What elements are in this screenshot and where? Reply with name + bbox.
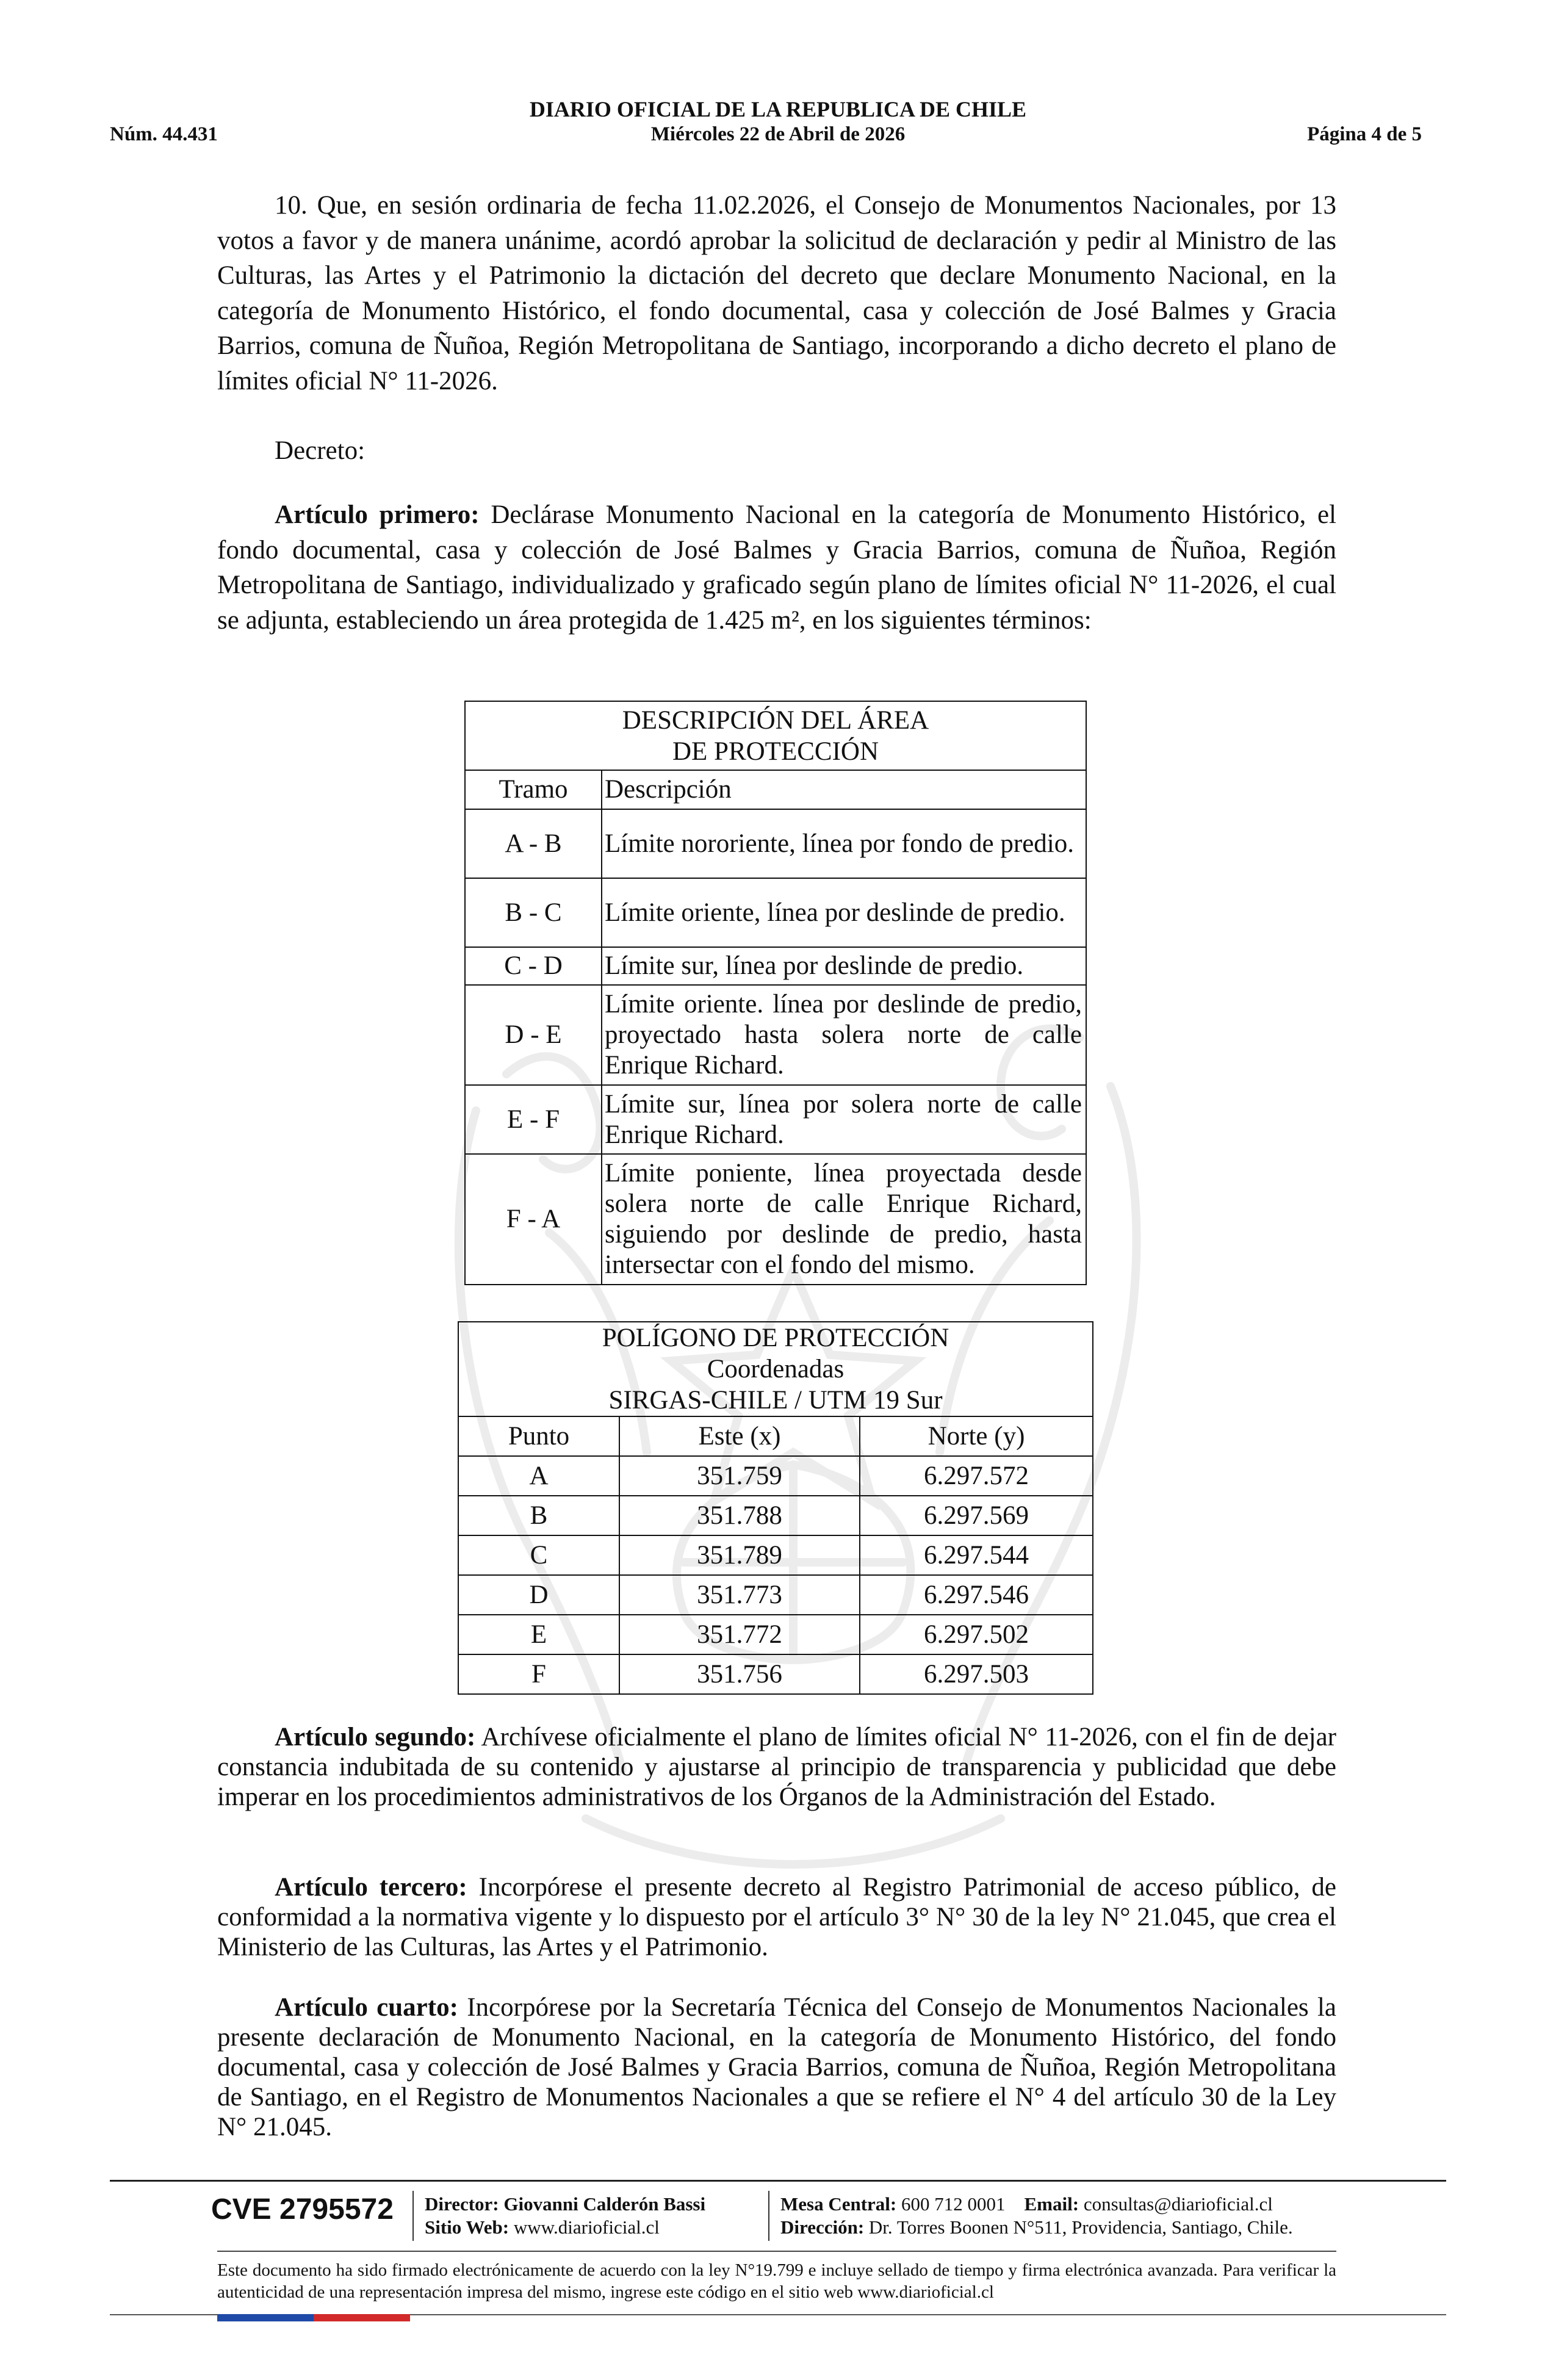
footer-director-block [425, 2193, 705, 2239]
polygon-table-title [458, 1322, 1093, 1416]
decreto-heading [217, 433, 1336, 469]
norte-cell: 6.297.503 [860, 1654, 1093, 1694]
article-first [217, 497, 1336, 638]
director-label: Director: [425, 2193, 499, 2215]
description-cell: Límite sur, línea por deslinde de predio. [602, 947, 1086, 985]
tramo-cell: C - D [465, 947, 602, 985]
column-header-descripcion: Descripción [602, 770, 1086, 809]
area-description-table [464, 701, 1087, 1285]
table-row [465, 947, 1086, 985]
article-third-label: Artículo tercero: [275, 1873, 467, 1902]
article-second-text: Archívese oficialmente el plano de límites oficial N° 11-2026, con el fin de dejar constancia indubitada de su contenido y ajustarse al principio de transparencia y publicidad que debe imperar en los procedimientos administrativos de los Órganos de la Administración del Estado. [217, 1723, 1337, 1811]
polygon-table-title-line1: POLÍGONO DE PROTECCIÓN [602, 1324, 949, 1352]
article-fourth-text: Incorpórese por la Secretaría Técnica del Consejo de Monumentos Nacionales la presente declaración de Monumento Nacional, en la categoría de Monumento Histórico, del fondo documental, casa y colección de José Balmes y Gracia Barrios, comuna de Ñuñoa, Región Metropolitana de Santiago, en el Registro de Monumentos Nacionales a que se refiere el N° 4 del artículo 30 de la Ley N° 21.045. [217, 1993, 1336, 2141]
norte-cell: 6.297.572 [860, 1456, 1093, 1496]
footer-divider-thin [217, 2251, 1336, 2252]
footer-separator [768, 2191, 769, 2241]
article-first-label: Artículo primero: [275, 500, 480, 529]
email-label: Email: [1024, 2193, 1079, 2215]
tramo-cell: F - A [465, 1154, 602, 1285]
este-cell: 351.759 [619, 1456, 860, 1496]
page-number: Página 4 de 5 [1307, 123, 1422, 145]
table-row [465, 985, 1086, 1085]
polygon-table-title-line2: Coordenadas [707, 1355, 845, 1383]
norte-cell: 6.297.502 [860, 1615, 1093, 1654]
newspaper-title: DIARIO OFICIAL DE LA REPUBLICA DE CHILE [529, 97, 1027, 121]
tramo-cell: E - F [465, 1085, 602, 1154]
mesa-phone: 600 712 0001 [896, 2193, 1006, 2215]
este-cell: 351.789 [619, 1535, 860, 1575]
table-row [458, 1575, 1093, 1615]
punto-cell: C [458, 1535, 619, 1575]
table-row [458, 1615, 1093, 1654]
flag-stripe-red [314, 2314, 410, 2321]
tramo-cell: B - C [465, 878, 602, 947]
table-row [458, 1496, 1093, 1535]
norte-cell: 6.297.546 [860, 1575, 1093, 1615]
email-link[interactable]: consultas@diarioficial.cl [1079, 2193, 1273, 2215]
paragraph-10 [217, 188, 1336, 398]
norte-cell: 6.297.544 [860, 1535, 1093, 1575]
tramo-cell: A - B [465, 809, 602, 878]
polygon-coordinates-table [458, 1321, 1093, 1695]
address-label: Dirección: [780, 2216, 865, 2238]
este-cell: 351.788 [619, 1496, 860, 1535]
cve-code: CVE 2795572 [211, 2193, 394, 2226]
decreto-label: Decreto: [275, 436, 366, 465]
area-table-title [465, 701, 1086, 770]
site-link[interactable]: www.diarioficial.cl [509, 2216, 660, 2238]
table-row [458, 1535, 1093, 1575]
column-header-punto: Punto [458, 1416, 619, 1456]
table-row [458, 1654, 1093, 1694]
mesa-label: Mesa Central: [780, 2193, 897, 2215]
table-row [458, 1456, 1093, 1496]
footer-divider [110, 2180, 1446, 2182]
punto-cell: D [458, 1575, 619, 1615]
legal-notice: Este documento ha sido firmado electrónicamente de acuerdo con la ley N°19.799 e incluye sellado de tiempo y firma electrónica avanzada. Para verificar la autenticidad de una representación impresa del mismo, ingrese este código en el sitio web www.diarioficial.cl [217, 2260, 1336, 2302]
description-cell: Límite oriente, línea por deslinde de predio. [602, 878, 1086, 947]
table-row [465, 809, 1086, 878]
footer-contact-block [780, 2193, 1293, 2239]
article-third-text: Incorpórese el presente decreto al Registro Patrimonial de acceso público, de conformidad a la normativa vigente y lo dispuesto por el artículo 3° N° 30 de la ley N° 21.045, que crea el Ministerio de las Culturas, las Artes y el Patrimonio. [217, 1873, 1336, 1961]
tramo-cell: D - E [465, 985, 602, 1085]
table-row [465, 1085, 1086, 1154]
punto-cell: B [458, 1496, 619, 1535]
area-table-title-line2: DE PROTECCIÓN [672, 737, 879, 766]
address-value: Dr. Torres Boonen N°511, Providencia, Santiago, Chile. [864, 2216, 1293, 2238]
issue-date: Miércoles 22 de Abril de 2026 [650, 123, 906, 145]
article-second-label: Artículo segundo: [275, 1723, 476, 1751]
este-cell: 351.773 [619, 1575, 860, 1615]
director-name: Giovanni Calderón Bassi [499, 2193, 706, 2215]
issue-number: Núm. 44.431 [110, 123, 218, 145]
footer-separator [412, 2191, 414, 2241]
description-cell: Límite sur, línea por solera norte de calle Enrique Richard. [602, 1085, 1086, 1154]
article-first-text: Declárase Monumento Nacional en la categoría de Monumento Histórico, el fondo documental, casa y colección de José Balmes y Gracia Barrios, comuna de Ñuñoa, Región Metropolitana de Santiago, individualizado y graficado según plano de límites oficial N° 11-2026, el cual se adjunta, estableciendo un área protegida de 1.425 m², en los siguientes términos: [217, 500, 1336, 635]
norte-cell: 6.297.569 [860, 1496, 1093, 1535]
table-row [465, 878, 1086, 947]
area-table-title-line1: DESCRIPCIÓN DEL ÁREA [622, 705, 929, 735]
punto-cell: E [458, 1615, 619, 1654]
site-label: Sitio Web: [425, 2216, 510, 2238]
este-cell: 351.772 [619, 1615, 860, 1654]
flag-stripe-blue [217, 2314, 314, 2321]
column-header-tramo: Tramo [465, 770, 602, 809]
column-header-este: Este (x) [619, 1416, 860, 1456]
table-row [465, 1154, 1086, 1285]
punto-cell: A [458, 1456, 619, 1496]
polygon-table-title-line3: SIRGAS-CHILE / UTM 19 Sur [608, 1386, 943, 1415]
punto-cell: F [458, 1654, 619, 1694]
article-fourth [217, 1992, 1336, 2142]
este-cell: 351.756 [619, 1654, 860, 1694]
description-cell: Límite poniente, línea proyectada desde solera norte de calle Enrique Richard, siguiendo por deslinde de predio, hasta intersectar con el fondo del mismo. [602, 1154, 1086, 1285]
article-fourth-label: Artículo cuarto: [275, 1993, 458, 2022]
article-second [217, 1722, 1336, 1812]
column-header-norte: Norte (y) [860, 1416, 1093, 1456]
description-cell: Límite oriente. línea por deslinde de predio, proyectado hasta solera norte de calle Enrique Richard. [602, 985, 1086, 1085]
article-third [217, 1872, 1336, 1962]
description-cell: Límite nororiente, línea por fondo de predio. [602, 809, 1086, 878]
paragraph-10-text: 10. Que, en sesión ordinaria de fecha 11.02.2026, el Consejo de Monumentos Nacionales, por 13 votos a favor y de manera unánime, acordó aprobar la solicitud de declaración y pedir al Ministro de las Culturas, las Artes y el Patrimonio la dictación del decreto que declare Monumento Nacional, en la categoría de Monumento Histórico, el fondo documental, casa y colección de José Balmes y Gracia Barrios, comuna de Ñuñoa, Región Metropolitana de Santiago, incorporando a dicho decreto el plano de límites oficial N° 11-2026. [217, 191, 1336, 395]
